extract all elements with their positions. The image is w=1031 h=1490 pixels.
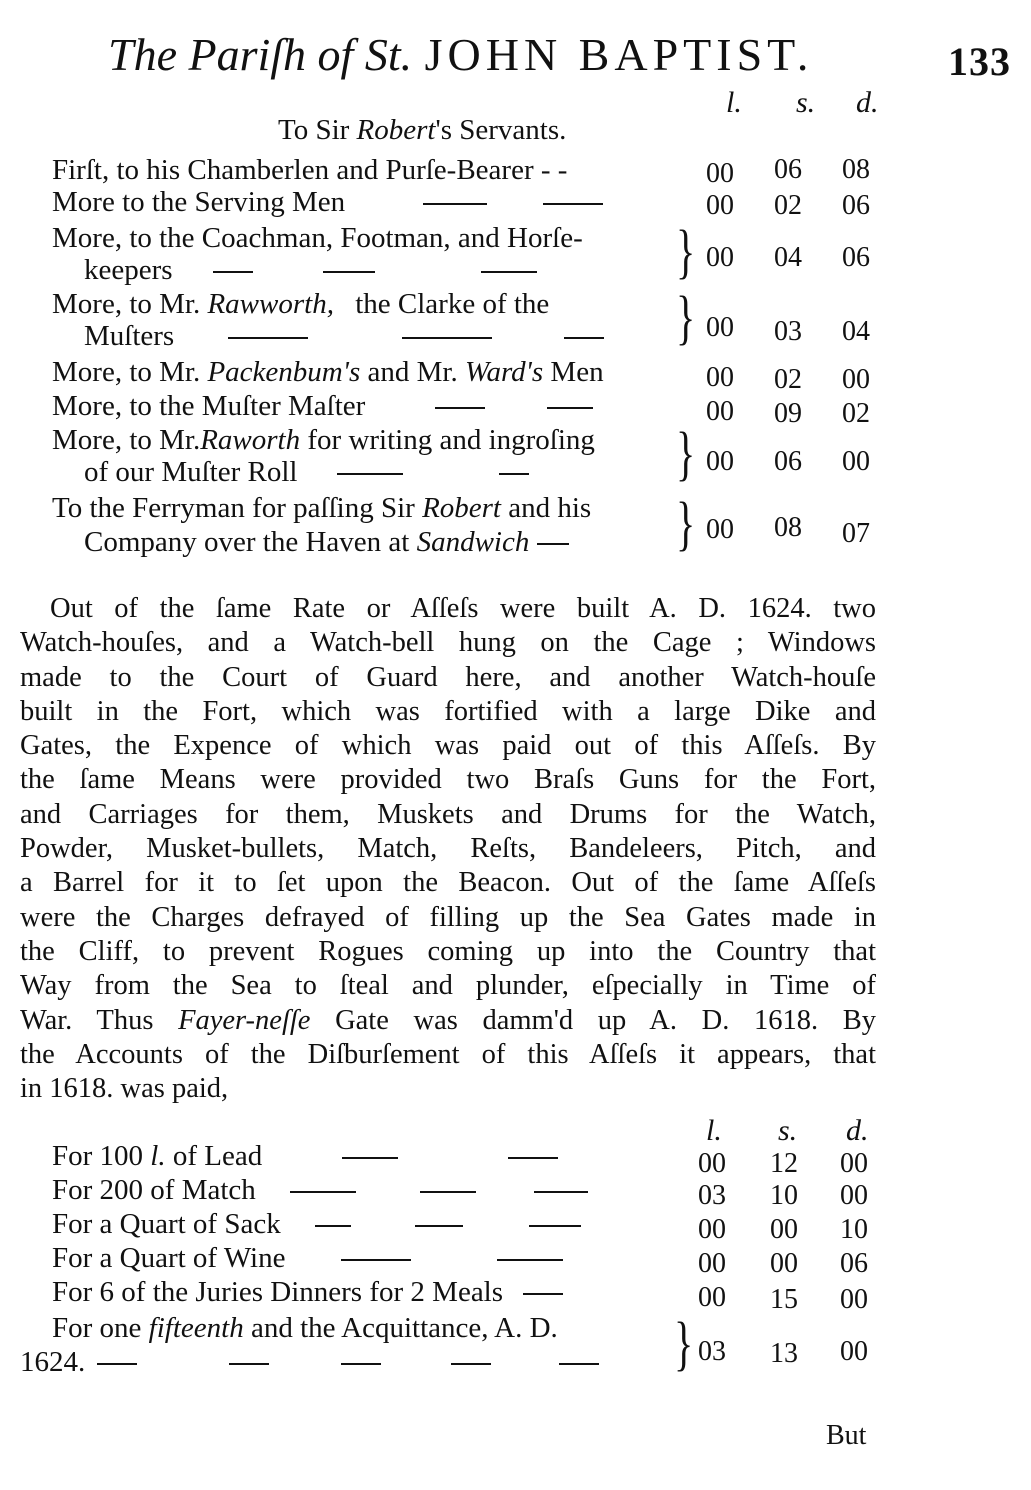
amount-pence: 06 [842, 242, 870, 273]
table-row-label: More, to the Coachman, Footman, and Horſe- [52, 222, 583, 254]
leader-dash [420, 1191, 476, 1193]
amount-shillings: 06 [774, 446, 802, 477]
running-title-caps: JOHN BAPTIST. [424, 29, 814, 80]
paragraph-line: the ſame Means were provided two Braſs Guns for the Fort, [20, 764, 876, 796]
amount-shillings: 08 [774, 512, 802, 543]
leader-dash [341, 1363, 381, 1365]
paragraph-line: Powder, Musket-bullets, Match, Reſts, Bandeleers, Pitch, and [20, 833, 876, 865]
leader-dash [228, 337, 308, 339]
leader-dash [213, 271, 253, 273]
amount-pence: 00 [840, 1180, 868, 1211]
leader-dash [534, 1191, 588, 1193]
place-name: Fayer-neſſe [178, 1004, 311, 1036]
amount-pounds: 00 [698, 1248, 726, 1279]
heading-text-post: 's Servants. [435, 114, 567, 146]
row-name: Packenbum's [207, 356, 361, 388]
running-title-italic: The Pariſh of St. [108, 29, 413, 80]
heading-name: Robert [356, 114, 436, 146]
leader-dash [523, 1293, 563, 1295]
amount-pence: 04 [842, 316, 870, 347]
row-text: For a Quart of Wine [52, 1242, 286, 1274]
table-row-label [84, 320, 610, 353]
row-text: More to the Serving Men [52, 186, 346, 218]
row-name: Raworth [200, 424, 301, 456]
row-name: fifteenth [148, 1312, 244, 1344]
unit-abbrev: l. [150, 1140, 166, 1172]
line-text: Gate was damm'd up A. D. 1618. By [335, 1004, 877, 1036]
paragraph-line: Watch-houſes, and a Watch-bell hung on the Cage ; Windows [20, 627, 876, 659]
line-text: War. Thus [20, 1004, 154, 1036]
row-name: Rawworth, [207, 288, 334, 320]
leader-dash [564, 337, 604, 339]
heading-text: To Sir [278, 114, 350, 146]
paragraph-line: Way from the Sea to ſteal and plunder, eſpecially in Time of [20, 970, 876, 1002]
amount-pounds: 00 [706, 514, 734, 545]
amount-pence: 00 [842, 364, 870, 395]
row-text: of Lead [172, 1140, 263, 1172]
table-row-label [52, 1208, 587, 1241]
leader-dash [497, 1259, 563, 1261]
row-text: More, to Mr. [52, 356, 201, 388]
leader-dash [97, 1363, 137, 1365]
amount-shillings: 10 [770, 1180, 798, 1211]
amount-pence: 08 [842, 154, 870, 185]
leader-dash [537, 543, 569, 545]
amount-shillings: 00 [770, 1214, 798, 1245]
leader-dash [402, 337, 492, 339]
paragraph-line [20, 1004, 876, 1038]
amount-pounds: 00 [706, 242, 734, 273]
table-row-label [52, 288, 549, 321]
table-row-label [20, 1346, 605, 1379]
table-row-label [52, 492, 591, 525]
table-row-label [52, 1312, 558, 1345]
row-text: Company over the Haven at [84, 526, 410, 558]
leader-dash [415, 1225, 463, 1227]
brace-glyph: } [676, 489, 696, 557]
row-text: For 200 of Match [52, 1174, 256, 1206]
paragraph-line: the Accounts of the Diſburſement of this Aſſeſs it appears, that [20, 1038, 876, 1070]
paragraph-line: were the Charges defrayed of filling up the Sea Gates made in [20, 901, 876, 933]
leader-dash [559, 1363, 599, 1365]
column-header-l: l. [706, 1114, 722, 1147]
amount-pounds: 00 [706, 190, 734, 221]
amount-pence: 00 [840, 1336, 868, 1367]
table-heading [278, 114, 566, 147]
amount-shillings: 04 [774, 242, 802, 273]
table-row-label [84, 526, 575, 559]
table-row-label: Firſt, to his Chamberlen and Purſe-Bearer - - [52, 154, 568, 186]
brace-glyph: } [674, 1309, 694, 1377]
row-text: 1624. [20, 1346, 86, 1378]
amount-shillings: 06 [774, 154, 802, 185]
leader-dash [342, 1157, 398, 1159]
amount-pence: 06 [842, 190, 870, 221]
row-text: Muſters [84, 320, 175, 352]
amount-pounds: 00 [698, 1214, 726, 1245]
amount-shillings: 00 [770, 1248, 798, 1279]
paragraph-line: and Carriages for them, Muskets and Drums for the Watch, [20, 798, 876, 830]
row-text: To the Ferryman for paſſing Sir [52, 492, 415, 524]
running-title [108, 28, 813, 81]
amount-shillings: 02 [774, 190, 802, 221]
column-header-l: l. [726, 86, 742, 119]
row-text: the Clarke of the [355, 288, 550, 320]
catchword: But [826, 1420, 867, 1451]
row-text: Men [550, 356, 604, 388]
body-paragraph [20, 592, 876, 1106]
amount-pence: 00 [840, 1148, 868, 1179]
amount-pounds: 00 [706, 312, 734, 343]
row-text: For a Quart of Sack [52, 1208, 281, 1240]
amount-pounds: 00 [706, 396, 734, 427]
amount-pounds: 00 [698, 1282, 726, 1313]
brace-glyph: } [676, 283, 696, 351]
table-row-label [52, 424, 595, 457]
row-text: of our Muſter Roll [84, 456, 298, 488]
paragraph-line: Gates, the Expence of which was paid out of this Aſſeſs. By [20, 730, 876, 762]
amount-pounds: 00 [698, 1148, 726, 1179]
row-text: keepers [84, 254, 173, 286]
row-text: More, to Mr. [52, 424, 201, 456]
table-row-label [52, 356, 604, 389]
leader-dash [337, 473, 403, 475]
row-text: and the Acquittance, A. D. [250, 1312, 558, 1344]
leader-dash [341, 1259, 411, 1261]
paragraph-line: built in the Fort, which was fortified with a large Dike and [20, 695, 876, 727]
leader-dash [435, 407, 485, 409]
column-header-s: s. [778, 1114, 798, 1147]
amount-pounds: 03 [698, 1180, 726, 1211]
column-header-d: d. [856, 86, 879, 119]
amount-shillings: 13 [770, 1338, 798, 1369]
leader-dash [508, 1157, 558, 1159]
row-text: More, to the Muſter Maſter [52, 390, 366, 422]
leader-dash [323, 271, 375, 273]
table-row-label [52, 1276, 569, 1309]
leader-dash [229, 1363, 269, 1365]
column-header-s: s. [796, 86, 816, 119]
amount-pounds: 03 [698, 1336, 726, 1367]
row-name: Ward's [464, 356, 544, 388]
amount-shillings: 03 [774, 316, 802, 347]
paragraph-line: made to the Court of Guard here, and another Watch-houſe [20, 661, 876, 693]
amount-shillings: 12 [770, 1148, 798, 1179]
paragraph-line: the Cliff, to prevent Rogues coming up into the Country that [20, 935, 876, 967]
leader-dash [499, 473, 529, 475]
amount-pounds: 00 [706, 446, 734, 477]
paragraph-line: a Barrel for it to ſet upon the Beacon. Out of the ſame Aſſeſs [20, 867, 876, 899]
row-text: For one [52, 1312, 142, 1344]
amount-pounds: 00 [706, 158, 734, 189]
row-text: For 100 [52, 1140, 144, 1172]
row-text: and his [508, 492, 592, 524]
amount-pence: 07 [842, 518, 870, 549]
brace-glyph: } [676, 419, 696, 487]
paragraph-line: in 1618. was paid, [20, 1073, 229, 1105]
leader-dash [423, 203, 487, 205]
paragraph-line: Out of the ſame Rate or Aſſeſs were built A. D. 1624. two [50, 593, 876, 624]
table-row-label [84, 456, 535, 489]
amount-pence: 00 [842, 446, 870, 477]
table-row-label [52, 1140, 564, 1173]
row-name: Robert [422, 492, 501, 524]
column-header-d: d. [846, 1114, 869, 1147]
leader-dash [547, 407, 593, 409]
row-text: More, to Mr. [52, 288, 201, 320]
amount-pence: 02 [842, 398, 870, 429]
amount-pence: 00 [840, 1284, 868, 1315]
amount-pounds: 00 [706, 362, 734, 393]
page-number: 133 [948, 39, 1011, 84]
table-row-label [52, 390, 599, 423]
amount-shillings: 09 [774, 398, 802, 429]
leader-dash [290, 1191, 356, 1193]
table-row-label [52, 186, 609, 219]
row-name: Sandwich [416, 526, 530, 558]
leader-dash [451, 1363, 491, 1365]
leader-dash [543, 203, 603, 205]
table-row-label [52, 1242, 569, 1275]
row-text: For 6 of the Juries Dinners for 2 Meals [52, 1276, 504, 1308]
row-text: and Mr. [367, 356, 458, 388]
row-text: for writing and ingroſing [307, 424, 595, 456]
amount-pence: 06 [840, 1248, 868, 1279]
table-row-label [84, 254, 543, 287]
amount-pence: 10 [840, 1214, 868, 1245]
brace-glyph: } [676, 217, 696, 285]
leader-dash [481, 271, 537, 273]
amount-shillings: 15 [770, 1284, 798, 1315]
leader-dash [315, 1225, 351, 1227]
leader-dash [529, 1225, 581, 1227]
amount-shillings: 02 [774, 364, 802, 395]
table-row-label [52, 1174, 594, 1207]
